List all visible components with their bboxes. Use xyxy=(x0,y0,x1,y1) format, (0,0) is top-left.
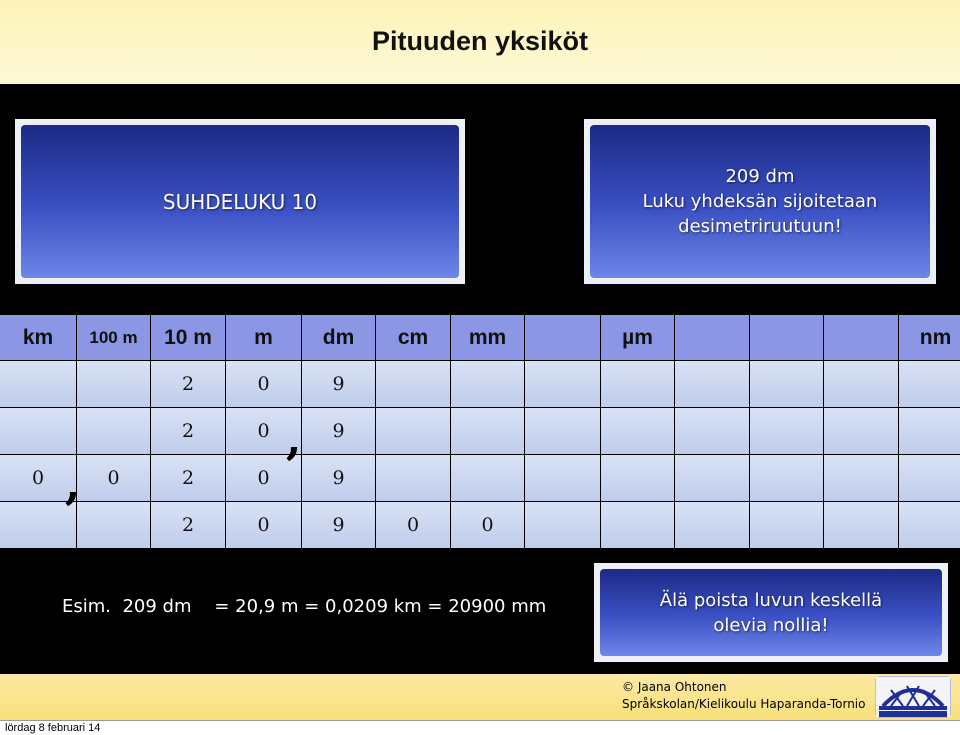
table-cell xyxy=(899,408,960,454)
ratio-box xyxy=(15,119,465,284)
unit-table xyxy=(0,315,960,548)
table-cell: 2 xyxy=(151,361,225,407)
warning-box-inner xyxy=(600,569,942,656)
table-cell xyxy=(601,408,674,454)
note-line-1: 209 dm xyxy=(725,166,795,187)
ratio-box-inner xyxy=(21,125,459,278)
table-cell: 2 xyxy=(151,455,225,501)
table-header-cell xyxy=(675,315,749,360)
table-cell xyxy=(601,361,674,407)
table-cell xyxy=(750,502,823,548)
note-box-inner xyxy=(590,125,930,278)
school-logo-icon xyxy=(875,676,951,718)
decimal-comma-row-3: , xyxy=(65,459,81,510)
table-cell: 0 xyxy=(0,455,76,501)
warning-box xyxy=(594,563,948,662)
table-cell: 0 xyxy=(226,408,301,454)
table-cell xyxy=(451,408,524,454)
ratio-text: SUHDELUKU 10 xyxy=(162,189,318,214)
table-cell: 0 xyxy=(77,455,150,501)
table-cell: 9 xyxy=(302,455,375,501)
table-header-cell: µm xyxy=(601,315,674,360)
table-header-cell: 100 m xyxy=(77,315,150,360)
table-cell xyxy=(376,361,450,407)
table-cell: 0 xyxy=(226,361,301,407)
table-cell xyxy=(525,408,600,454)
table-cell: 2 xyxy=(151,408,225,454)
table-cell xyxy=(824,455,898,501)
table-cell xyxy=(675,408,749,454)
table-cell xyxy=(525,361,600,407)
table-cell: 0 xyxy=(376,502,450,548)
table-header-cell xyxy=(525,315,600,360)
table-cell xyxy=(675,361,749,407)
table-cell xyxy=(77,408,150,454)
table-cell xyxy=(0,361,76,407)
table-cell xyxy=(77,502,150,548)
table-cell xyxy=(525,502,600,548)
table-cell xyxy=(525,455,600,501)
date-line: lördag 8 februari 14 xyxy=(0,720,960,734)
table-cell xyxy=(824,502,898,548)
table-header-cell: m xyxy=(226,315,301,360)
table-cell xyxy=(899,455,960,501)
credits xyxy=(622,679,865,713)
table-cell xyxy=(451,455,524,501)
table-cell xyxy=(675,455,749,501)
warning-line-1: Älä poista luvun keskellä xyxy=(659,589,883,611)
table-cell xyxy=(376,455,450,501)
table-cell xyxy=(376,408,450,454)
table-cell: 9 xyxy=(302,408,375,454)
table-cell xyxy=(750,455,823,501)
table-header-cell: cm xyxy=(376,315,450,360)
table-cell xyxy=(750,361,823,407)
table-cell xyxy=(899,502,960,548)
table-header-cell: nm xyxy=(899,315,960,360)
table-cell xyxy=(750,408,823,454)
page-title: Pituuden yksiköt xyxy=(371,26,589,56)
table-cell: 9 xyxy=(302,361,375,407)
table-cell xyxy=(824,361,898,407)
note-line-2: Luku yhdeksän sijoitetaan xyxy=(642,191,878,212)
table-cell: 0 xyxy=(451,502,524,548)
table-cell xyxy=(675,502,749,548)
note-line-3: desimetriruutuun! xyxy=(678,216,842,237)
table-cell xyxy=(451,361,524,407)
school-text: Språkskolan/Kielikoulu Haparanda-Tornio xyxy=(622,697,866,711)
example-text: Esim. 209 dm = 20,9 m = 0,0209 km = 20900 mm xyxy=(62,596,547,617)
table-cell xyxy=(899,361,960,407)
table-cell xyxy=(601,455,674,501)
table-header-cell xyxy=(824,315,898,360)
table-cell xyxy=(824,408,898,454)
table-header-cell xyxy=(750,315,823,360)
table-cell xyxy=(0,408,76,454)
table-cell xyxy=(601,502,674,548)
copyright-text: © Jaana Ohtonen xyxy=(622,680,727,694)
note-box xyxy=(584,119,936,284)
table-header-cell: dm xyxy=(302,315,375,360)
table-cell: 2 xyxy=(151,502,225,548)
table-header-cell: km xyxy=(0,315,76,360)
table-cell: 9 xyxy=(302,502,375,548)
table-header-cell: 10 m xyxy=(151,315,225,360)
header-band xyxy=(0,0,960,84)
warning-line-2: olevia nollia! xyxy=(713,614,829,636)
table-cell: 0 xyxy=(226,502,301,548)
decimal-comma-row-2: , xyxy=(286,414,302,465)
table-cell: 0 xyxy=(226,455,301,501)
table-header-cell: mm xyxy=(451,315,524,360)
table-cell xyxy=(77,361,150,407)
